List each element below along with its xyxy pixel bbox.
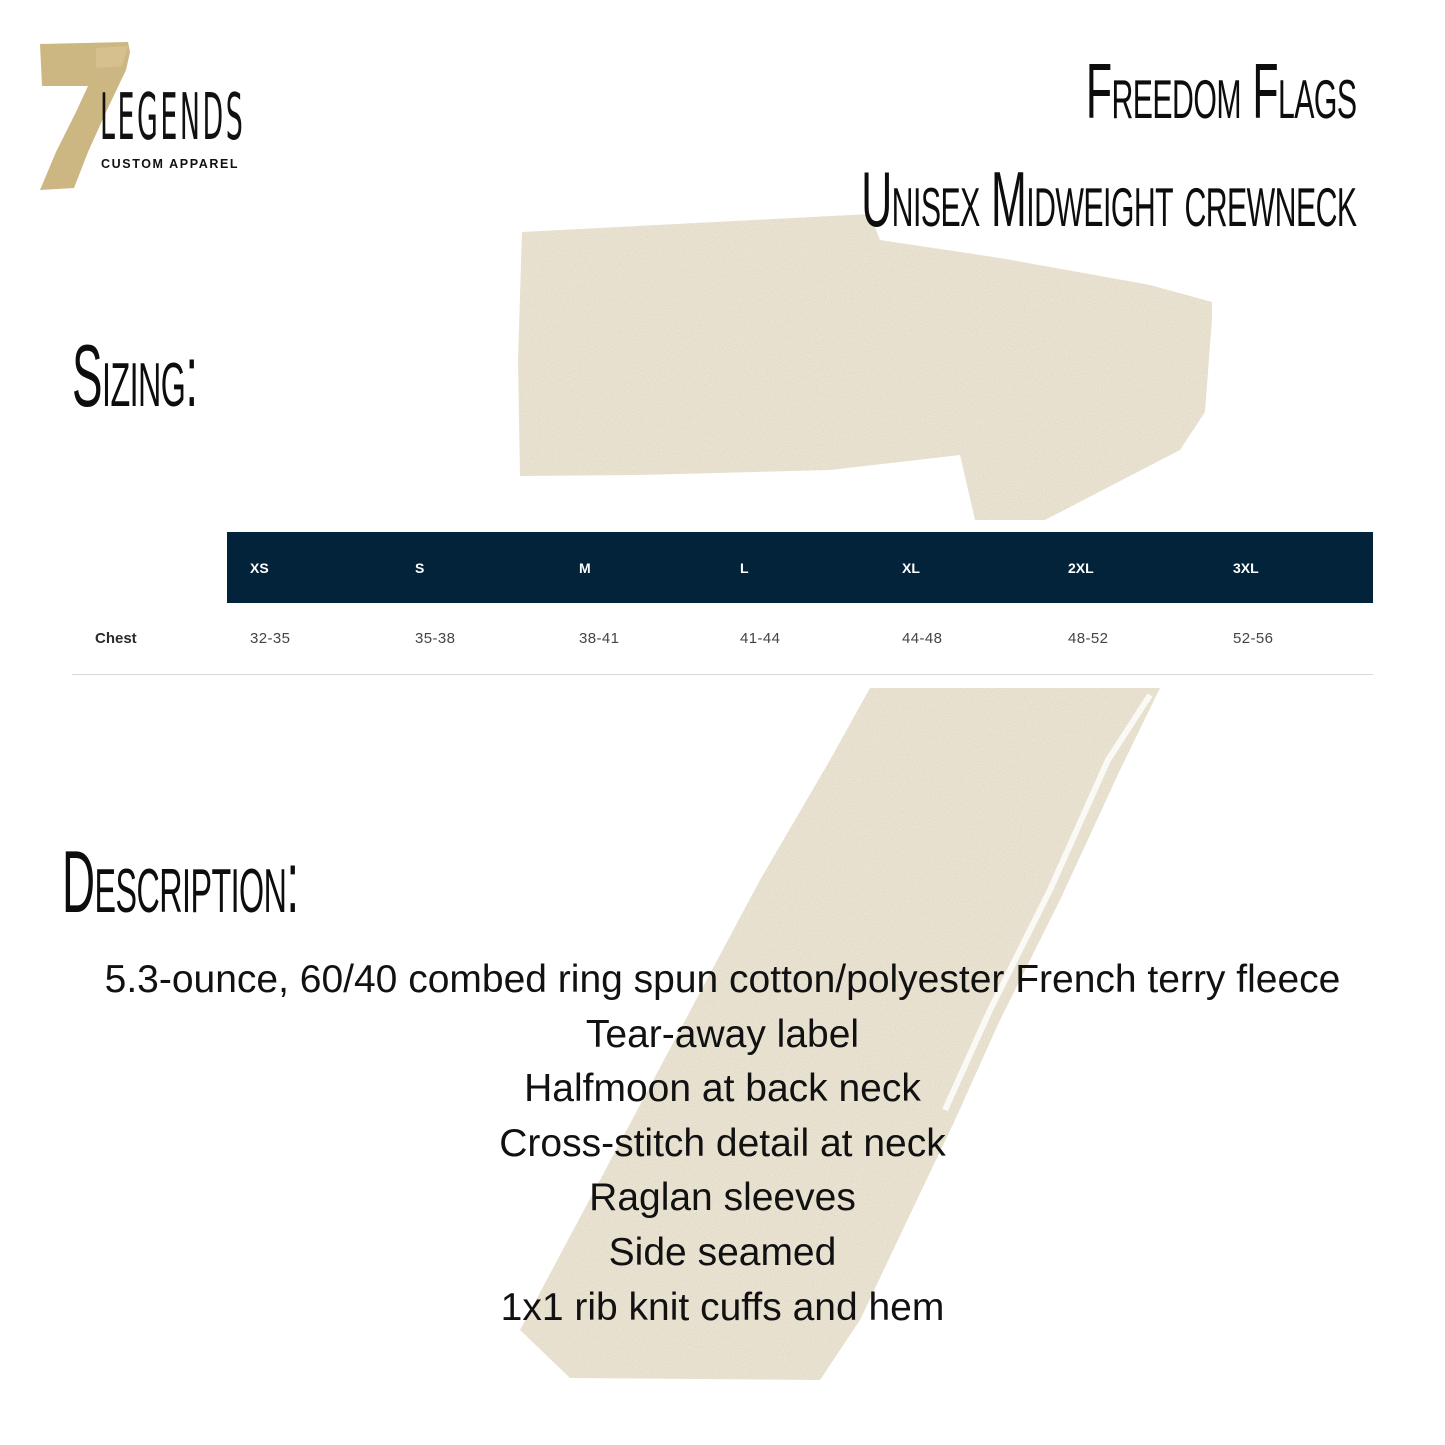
chest-value-cell: 41-44 — [740, 630, 781, 647]
size-header-cell: S — [415, 560, 425, 576]
title-line-1: Freedom Flags — [1086, 47, 1357, 135]
size-header-cell: 3XL — [1233, 560, 1259, 576]
size-header-cell: M — [579, 560, 591, 576]
size-header-cell: XL — [902, 560, 920, 576]
size-header-cell: XS — [250, 560, 269, 576]
chest-value-cell: 48-52 — [1068, 630, 1109, 647]
description-line: Cross-stitch detail at neck — [499, 1121, 946, 1165]
description-line: 1x1 rib knit cuffs and hem — [500, 1285, 945, 1329]
chest-value-cell: 35-38 — [415, 630, 456, 647]
logo-subtitle: CUSTOM APPAREL — [101, 157, 240, 171]
description-line: Halfmoon at back neck — [524, 1067, 921, 1111]
description-line: Tear-away label — [585, 1012, 860, 1056]
description-line: 5.3-ounce, 60/40 combed ring spun cotton/polyester French terry fleece — [104, 958, 1341, 1001]
product-title — [456, 47, 1357, 243]
size-header-row — [227, 532, 1373, 603]
description-line: Side seamed — [608, 1230, 837, 1274]
chest-row-label: Chest — [95, 630, 137, 647]
brand-logo — [36, 40, 256, 192]
chest-value-cell: 38-41 — [579, 630, 620, 647]
description-line: Raglan sleeves — [589, 1176, 856, 1220]
chest-value-cell: 52-56 — [1233, 630, 1274, 647]
chest-value-cell: 44-48 — [902, 630, 943, 647]
chest-value-cell: 32-35 — [250, 630, 291, 647]
sizing-heading: Sizing: — [72, 326, 198, 425]
description-heading: Description: — [62, 832, 299, 931]
table-divider — [72, 674, 1373, 675]
description-list — [0, 953, 1445, 1335]
size-header-cell: L — [740, 560, 749, 576]
logo-wordmark: LEGENDS — [100, 81, 246, 155]
title-line-2: Unisex Midweight crewneck — [861, 155, 1357, 243]
size-header-cell: 2XL — [1068, 560, 1094, 576]
